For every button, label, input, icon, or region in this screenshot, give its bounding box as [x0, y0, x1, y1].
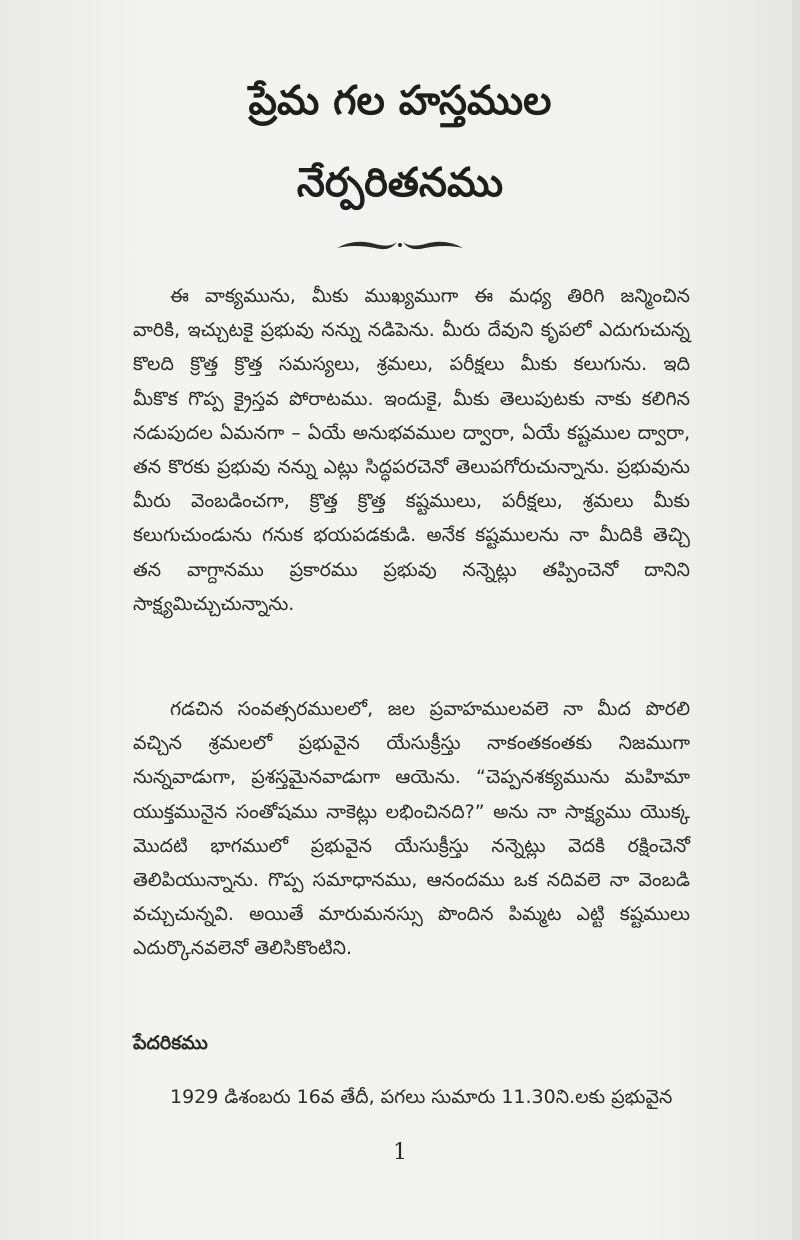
paragraph-line: నున్నవాడుగా, ప్రశస్తమైనవాడుగా ఆయెను. “చెప్పనశక్యమును మహిమా	[133, 766, 690, 789]
paragraph-line: వారికి, ఇచ్చుటకై ప్రభువు నన్ను నడిపెను. మీరు దేవుని కృపలో ఎదుగుచున్న	[133, 319, 690, 342]
chapter-title-line-2: నేర్పరితనము	[296, 160, 504, 206]
paragraph-line: తన కొరకు ప్రభువు నన్ను ఎట్లు సిద్ధపరచెనో తెలుపగోరుచున్నాను. ప్రభువును	[133, 456, 690, 478]
paragraph-line: మీకొక గొప్ప క్రైస్తవ పోరాటము. ఇందుకై, మీకు తెలుపుటకు నాకు కలిగిన	[133, 387, 690, 410]
paragraph-line: కలుగుచుండును గనుక భయపడకుడి. అనేక కష్టములను నా మీదికి తెచ్చి	[133, 524, 690, 547]
section-first-line: 1929 డిశంబరు 16వ తేదీ, పగలు సుమారు 11.30ని.లకు ప్రభువైన	[170, 1086, 673, 1108]
paragraph-line: తెలిపియున్నాను. గొప్ప సమాధానము, ఆనందము ఒక నదివలె నా వెంబడి	[133, 869, 690, 891]
paragraph-line: వచ్చిన శ్రమలలో ప్రభువైన యేసుక్రీస్తు నాకంతకంతకు నిజముగా	[133, 732, 690, 755]
paragraph-line: గడచిన సంవత్సరములలో, జల ప్రవాహములవలె నా మీద పొరలి	[170, 698, 690, 720]
paragraph-line: మొదటి భాగములో ప్రభువైన యేసుక్రీస్తు నన్నెట్లు వెదకి రక్షించెనో	[133, 834, 690, 857]
paragraph-line: ఎదుర్కొనవలెనో తెలిసికొంటిని.	[133, 937, 353, 960]
paragraph-line: నడుపుదల ఏమనగా – ఏయే అనుభవముల ద్వారా, ఏయే కష్టముల ద్వారా,	[133, 421, 690, 444]
paragraph-line: ఈ వాక్యమును, మీకు ముఖ్యముగా ఈ మధ్య తిరిగి జన్మించిన	[170, 285, 690, 307]
page-number: 1	[393, 1140, 407, 1165]
paragraph-line: మీరు వెంబడించగా, క్రొత్త క్రొత్త కష్టములు, పరీక్షలు, శ్రమలు మీకు	[133, 490, 690, 513]
paragraph-line: వచ్చుచున్నవి. అయితే మారుమనస్సు పొందిన పిమ్మట ఎట్టి కష్టములు	[133, 903, 690, 926]
chapter-title-line-1: ప్రేమ గల హస్తముల	[248, 78, 552, 124]
paragraph-line: యుక్తమునైన సంతోషము నాకెట్లు లభించినది?” అను నా సాక్ష్యము యొక్క	[133, 800, 690, 823]
paragraph-line: కొలది క్రొత్త క్రొత్త సమస్యలు, శ్రమలు, పరీక్షలు మీకు కలుగును. ఇది	[133, 353, 690, 376]
paragraph-line: తన వాగ్దానము ప్రకారము ప్రభువు నన్నెట్లు తప్పించెనో దానిని	[133, 558, 690, 581]
paragraph-line: సాక్ష్యమిచ్చుచున్నాను.	[133, 592, 295, 615]
section-heading: పేదరికము	[133, 1032, 208, 1054]
ornament-divider-icon	[335, 236, 465, 254]
